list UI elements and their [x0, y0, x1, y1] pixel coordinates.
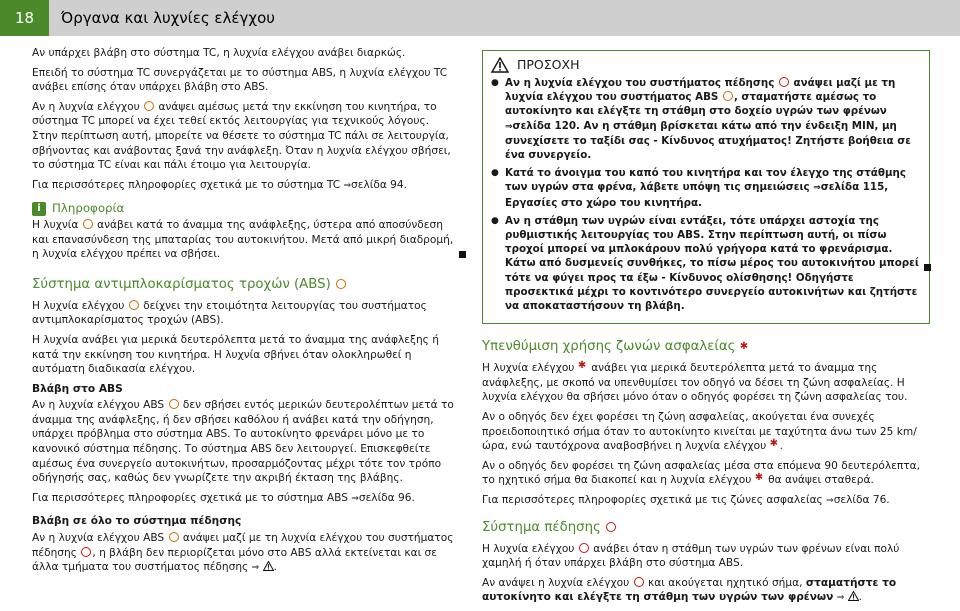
arrow-icon: ⇒ [505, 121, 513, 132]
page-title: Όργανα και λυχνίες ελέγχου [49, 0, 960, 36]
list-item: ● Αν η στάθμη των υγρών είναι εντάξει, τότε υπάρχει αστοχία της ρυθμιστικής λειτουργίας του ABS. Στην περίπτωση αυτή, οι πίσω τροχοί μπορεί να μπλοκάρουν πολύ γρήγορα κατά το φρενάρισμα. Κάτω από δυσμενείς συνθήκες, το πίσω μέρος του αυτοκινήτου μπορεί τότε να φύγει προς τα έξω - Κίνδυνος ολίσθησης! Οδηγήστε προσεκτικά μέχρι το κοντινότερο συνεργείο αυτοκινήτων και ζητήστε να αποκαταστήσουν τη βλάβη. [491, 214, 921, 313]
abs-warning-icon [129, 300, 139, 310]
warning-box [482, 50, 930, 324]
abs-warning-icon [169, 399, 179, 409]
warning-triangle-icon [263, 561, 274, 571]
page-reference-link[interactable]: σελίδα 76. [833, 494, 890, 506]
info-heading [32, 201, 458, 216]
tc-warning-icon [144, 101, 154, 111]
page-reference-link[interactable]: σελίδα 96. [358, 491, 415, 504]
paragraph: Η λυχνία ελέγχου ✱ ανάβει για μερικά δευτερόλεπτα μετά το άναμμα της ανάφλεξης, με σκοπό να υπενθυμίσει τον οδηγό να δέσει τη ζώνη ασφαλείας. Η λυχνία ελέγχου θα σβήσει μόνο όταν ο οδηγός φορέσει τη ζώνη ασφαλείας του. [482, 361, 930, 405]
warning-list [491, 76, 921, 313]
section-title-seatbelt: Υπενθύμιση χρήσης ζωνών ασφαλείας ✱ [482, 338, 930, 356]
section-end-marker [459, 251, 466, 258]
paragraph: Επειδή το σύστημα TC συνεργάζεται με το σύστημα ABS, η λυχνία ελέγχου TC ανάβει επίσης όταν υπάρχει βλάβη στο ABS. [32, 66, 448, 94]
info-title: Πληροφορία [52, 201, 125, 216]
tc-warning-icon [83, 219, 93, 229]
arrow-icon: ⇒ [343, 180, 352, 191]
list-item: ● Αν η λυχνία ελέγχου του συστήματος πέδησης ανάψει μαζί με τη λυχνία ελέγχου του συστήματος ABS , σταματήστε αμέσως το αυτοκίνητο και ελέγξτε τη στάθμη στο δοχείο υγρών των φρένων ⇒σελίδα 120. Αν η στάθμη βρίσκεται κάτω από την ένδειξη MIN, μη συνεχίσετε το ταξίδι σας - Κίνδυνος ατυχήματος! Ζητήστε βοήθεια σε ένα συνεργείο. [491, 76, 921, 162]
brake-warning-icon [779, 77, 789, 87]
arrow-icon: ⇒ [251, 563, 260, 574]
seatbelt-icon [756, 473, 764, 484]
brake-warning-icon [606, 522, 616, 532]
paragraph: Για περισσότερες πληροφορίες σχετικά με το σύστημα ABS ⇒σελίδα 96. [32, 491, 415, 504]
paragraph: Αν ο οδηγός δεν φορέσει τη ζώνη ασφαλείας μέσα στα επόμενα 90 δευτερόλεπτα, το ηχητικό σήμα θα διακοπεί και η λυχνία ελέγχου ✱ θα ανάψει σταθερά. [482, 459, 930, 488]
warning-heading [491, 57, 921, 73]
section-title-abs: Σύστημα αντιμπλοκαρίσματος τροχών (ABS) [32, 276, 458, 294]
arrow-icon: ⇒ [351, 493, 359, 504]
paragraph: Η λυχνία ελέγχου δείχνει την ετοιμότητα λειτουργίας του συστήματος αντιμπλοκαρίσματος τροχών (ABS). [32, 299, 427, 327]
seatbelt-icon [741, 340, 749, 351]
abs-warning-icon [169, 532, 179, 542]
paragraph: Αν ο οδηγός δεν έχει φορέσει τη ζώνη ασφαλείας, ακούγεται ένα συνεχές προειδοποιητικό σήμα όταν το αυτοκίνητο κινείται με ταχύτητα άνω των 25 km/ώρα, ενώ ταυτόχρονα αναβοσβήνει η λυχνία ελέγχου ✱ . [482, 410, 930, 454]
paragraph: Αν η λυχνία ελέγχου ανάψει αμέσως μετά την εκκίνηση του κινητήρα, το σύστημα TC μπορεί να έχει τεθεί εκτός λειτουργίας για τεχνικούς λόγους. Στην περίπτωση αυτή, μπορείτε να θέσετε το σύστημα TC πάλι σε λειτουργία, σβήνοντας και ανάβοντας ξανά την ανάφλεξη. Όταν η λυχνία ελέγχου σβήσει, το σύστημα TC είναι και πάλι έτοιμο για λειτουργία. [32, 100, 451, 172]
right-column [482, 50, 930, 611]
paragraph: Αν η λυχνία ελέγχου ABS ανάψει μαζί με τη λυχνία ελέγχου του συστήματος πέδησης , η βλάβη δεν περιορίζεται μόνο στο ABS αλλά εκτείνεται και σε άλλα τμήματα του συστήματος πέδησης ⇒ . [32, 532, 454, 574]
paragraph: Για περισσότερες πληροφορίες σχετικά με το σύστημα TC ⇒σελίδα 94. [32, 178, 408, 191]
abs-warning-icon [336, 279, 346, 289]
page-header [0, 0, 960, 36]
info-paragraph: Η λυχνία ανάβει κατά το άναμμα της ανάφλεξης, ύστερα από αποσύνδεση και επανασύνδεση της μπαταρίας του αυτοκινήτου. Μετά από μικρή διαδρομή, η λυχνία ελέγχου πρέπει να σβήσει. [32, 218, 454, 261]
paragraph: Αν υπάρχει βλάβη στο σύστημα TC, η λυχνία ελέγχου ανάβει διαρκώς. [32, 47, 406, 59]
subheading-whole-brake: Βλάβη σε όλο το σύστημα πέδησης [32, 515, 242, 528]
arrow-icon: ⇒ [813, 183, 821, 194]
page-reference-link[interactable]: σελίδα 94. [351, 178, 408, 191]
paragraph: Η λυχνία ελέγχου ανάβει όταν η στάθμη των υγρών των φρένων είναι πολύ χαμηλή ή όταν υπάρχει βλάβη στο σύστημα ABS. [482, 542, 900, 570]
seatbelt-icon [771, 439, 779, 450]
subheading-abs-fault: Βλάβη στο ABS [32, 382, 123, 395]
paragraph: Η λυχνία ανάβει για μερικά δευτερόλεπτα μετά το άναμμα της ανάφλεξης ή κατά την εκκίνηση του κινητήρα. Η λυχνία σβήνει όταν ολοκληρωθεί η αυτόματη διαδικασία ελέγχου. [32, 333, 439, 376]
arrow-icon: ⇒ [826, 496, 834, 506]
warning-triangle-icon [491, 57, 509, 73]
paragraph: Αν ανάψει η λυχνία ελέγχου και ακούγεται ηχητικό σήμα, σταματήστε το αυτοκίνητο και ελέγξτε τη στάθμη των υγρών των φρένων ⇒ . [482, 576, 897, 604]
seatbelt-icon [579, 361, 587, 372]
warning-title: ΠΡΟΣΟΧΗ [517, 56, 580, 72]
info-icon: i [32, 202, 46, 216]
brake-warning-icon [81, 547, 91, 557]
page-number: 18 [0, 0, 49, 36]
brake-warning-icon [634, 577, 644, 587]
arrow-icon: ⇒ [836, 593, 845, 604]
warning-triangle-icon [848, 591, 859, 601]
paragraph: Για περισσότερες πληροφορίες σχετικά με τις ζώνες ασφαλείας ⇒σελίδα 76. [482, 494, 890, 506]
abs-warning-icon [723, 91, 733, 101]
section-end-marker [924, 264, 931, 271]
left-column [32, 46, 458, 581]
section-title-brake: Σύστημα πέδησης [482, 519, 930, 537]
brake-warning-icon [579, 543, 589, 553]
paragraph: Αν η λυχνία ελέγχου ABS δεν σβήσει εντός μερικών δευτερολέπτων μετά το άναμμα της ανάφλεξης, ή δεν σβήσει καθόλου ή ανάβει κατά την οδήγηση, υπάρχει πρόβλημα στο σύστημα ABS. Το αυτοκίνητο φρενάρει μόνο με το κανονικό σύστημα πέδησης. Το σύστημα ABS δεν λειτουργεί. Επισκεφθείτε αμέσως ένα συνεργείο αυτοκινήτων, προσαρμόζοντας μέχρι τότε τον τρόπο οδήγησής σας, καθώς δεν γνωρίζετε την ακριβή έκταση της βλάβης. [32, 399, 454, 485]
list-item: ● Κατά το άνοιγμα του καπό του κινητήρα και τον έλεγχο της στάθμης των υγρών στα φρένα, λάβετε υπόψη τις σημειώσεις ⇒σελίδα 115, Εργασίες στο χώρο του κινητήρα. [491, 166, 921, 210]
